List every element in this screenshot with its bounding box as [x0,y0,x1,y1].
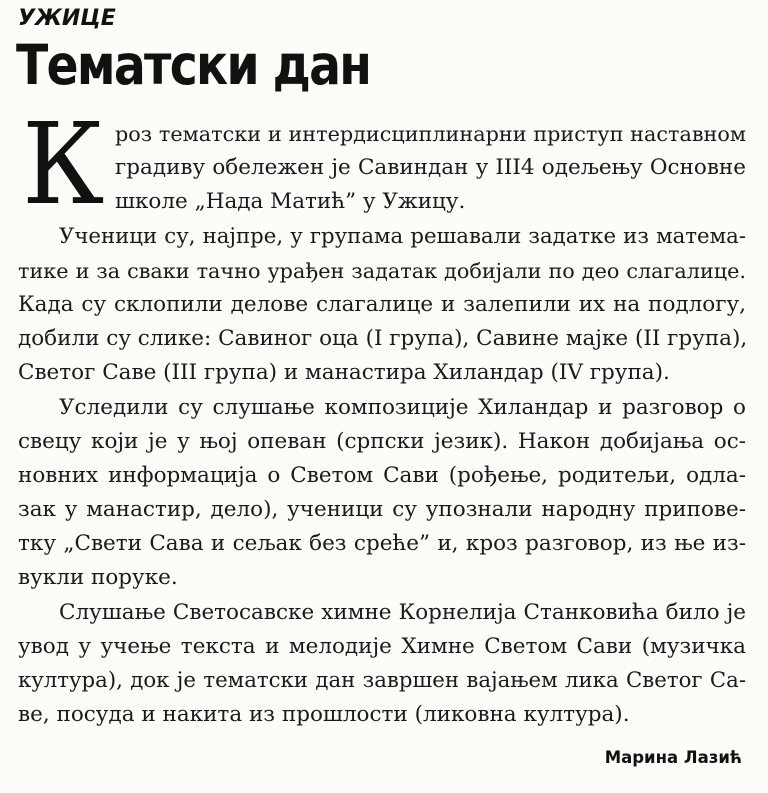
paragraph-2-line-5: Светог Саве (III група) и манастира Хиландар (IV група). [18,360,670,386]
paragraph-4-line-4: ве, посуда и накита из прошлости (ликовна култура). [18,702,630,728]
paragraph-1-line-3: школе „Нада Матић” у Ужицу. [115,189,466,215]
paragraph-2-line-4: добили су слике: Савиног оца (I група), Савине мајке (II група), [18,326,748,352]
paragraph-3-line-6: вукли поруке. [18,565,178,591]
paragraph-3-line-1: Уследили су слушање композиције Хиландар и разговор о [59,394,746,420]
article-body [18,100,748,732]
paragraph-2-line-3: Када су склопили делове слагалице и залепили их на подлогу, [18,291,746,317]
paragraph-1-line-2: градиву обележен је Савиндан у III4 одељењу Основне [115,155,746,181]
drop-cap: К [22,100,105,230]
paragraph-4-line-1: Слушање Светосавске химне Корнелија Станковића било је [59,599,746,625]
paragraph-4-line-3: култура), док је тематски дан завршен вајањем лика Светог Са- [18,668,746,693]
paragraph-4-line-2: увод у учење текста и мелодије Химне Светом Сави (музичка [18,633,746,659]
paragraph-2-line-1: Ученици су, најпре, у групама решавали задатке из матема- [59,223,746,249]
paragraph-3-line-3: новних информација о Светом Сави (рођење, родитељи, одла- [18,462,746,488]
paragraph-3-line-4: зак у манастир, дело), ученици су упознали народну припове- [18,497,746,523]
byline-author: Марина Лазић [604,748,742,767]
paragraph-1-line-1: роз тематски и интердисциплинарни приступ наставном [115,122,746,146]
paragraph-3-line-2: свецу који је у њој опеван (српски језик). Након добијања ос- [18,428,746,454]
headline: Тематски дан [16,33,371,97]
kicker-city: УЖИЦЕ [18,6,116,31]
paragraph-2-line-2: тике и за сваки тачно урађен задатак добијали по део слагалице. [18,258,746,283]
paragraph-3-line-5: тку „Свети Сава и сељак без среће” и, кроз разговор, из ње из- [18,531,746,557]
